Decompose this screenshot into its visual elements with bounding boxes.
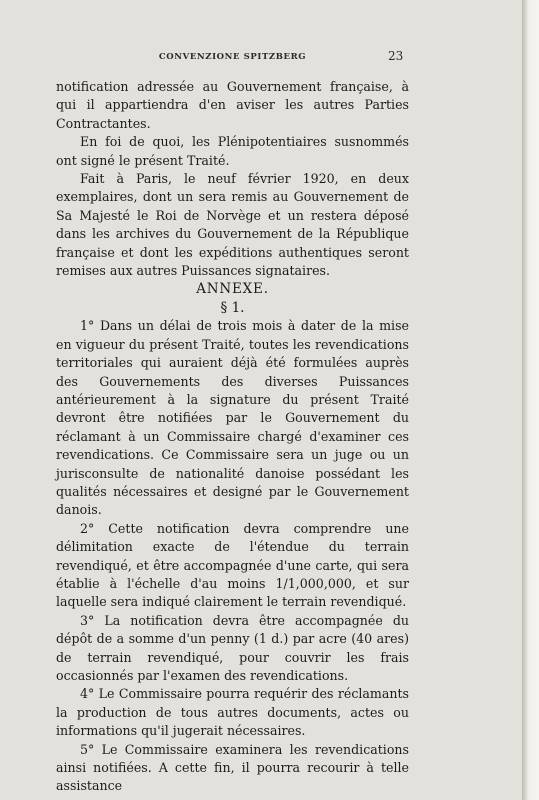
paragraph-place-date: Fait à Paris, le neuf février 1920, en deux exemplaires, dont un sera remis au Gouvernement de Sa Majesté le Roi de Norvège et un restera déposé dans les archives du Gouvernement de la République française et dont les expéditions authentiques seront remises aux autres Puissances signataires. [56, 171, 409, 279]
annex-paragraph-5: 5° Le Commissaire examinera les revendications ainsi notifiées. A cette fin, il pourra recourir à telle assistance [56, 741, 409, 794]
page-number: 23 [388, 49, 404, 63]
annex-title: ANNEXE. [196, 281, 269, 298]
section-heading: § 1. [220, 299, 245, 316]
annex-paragraph-3: 3° La notification devra être accompagnée du dépôt de a somme d'un penny (1 d.) par acre (40 ares) de terrain revendiqué, pour couvrir les frais occasionnés par l'examen des revendications. [56, 612, 409, 683]
paragraph-notification-continued: notification adressée au Gouvernement française, à qui il appartiendra d'en aviser les autres Parties Contractantes. [56, 79, 409, 131]
running-title: CONVENZIONE SPITZBERG [158, 52, 307, 62]
page-edge [522, 0, 539, 800]
annex-paragraph-1: 1° Dans un délai de trois mois à dater de la mise en vigueur du présent Traité, toutes les revendications territoriales qui auraient déjà été formulées auprès des Gouvernements des diverses Puissances antérieurement à la signature du présent Traité devront être notifiées par le Gouvernement du réclamant à un Commissaire chargé d'examiner ces revendications. Ce Commissaire sera un juge ou un jurisconsulte de nationalité danoise possédant les qualités nécessaires et designé par le Gouvernement danois. [56, 318, 409, 518]
page-body [56, 78, 409, 796]
annex-paragraph-2: 2° Cette notification devra comprendre une délimitation exacte de l'étendue du terrain revendiqué, et être accompagnée d'une carte, qui sera établie à l'échelle d'au moins 1/1,000,000, et sur laquelle sera indiqué clairement le terrain revendiqué. [56, 520, 409, 610]
paragraph-signatures: En foi de quoi, les Plénipotentiaires susnommés ont signé le présent Traité. [56, 134, 409, 168]
annex-paragraph-4: 4° Le Commissaire pourra requérir des réclamants la production de tous autres documents, actes ou informations qu'il jugerait nécessaires. [56, 686, 409, 739]
